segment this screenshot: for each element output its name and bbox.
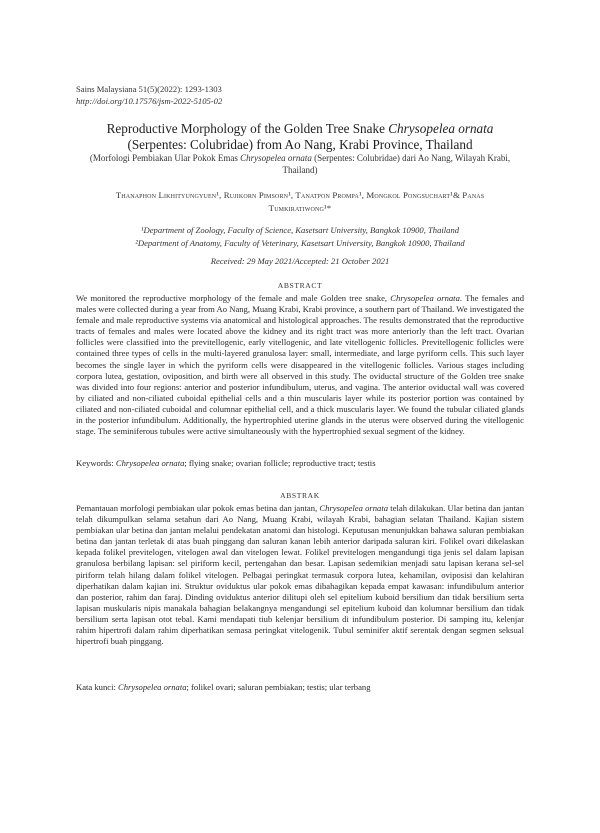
kata-kunci-list: ; folikel ovari; saluran pembiakan; testis; ular terbang	[186, 682, 371, 692]
abstract-text-2: . The females and males were collected during a year from Ao Nang, Muang Krabi, Krabi province, a southern part of Thailand. We investigated the female and male reproductive systems via anatomical and histological approaches. The results demonstrated that the reproductive tracts of females and males were located above the kidney and its right tract was more anteriorly than the left tract. Ovarian follicles were classified into the previtellogenic, early vitellogenic, and late vitellogenic follicles. Previtellogenic follicles were contained three types of cells in the multi-layered granulosa layer: small, intermediate, and large pyriform cells. This such layer becomes the single layer in which the pyriform cells were disappeared in the vitellogenic follicles. Various stages including corpora lutea, gestation, oviposition, and birth were all observed in this study. The oviductal structure of the Golden tree snake was divided into four regions: anterior and posterior infundibulum, uterus, and vagina. The anterior oviductal wall was covered by ciliated and non-ciliated cuboidal epithelial cells and a thin muscularis layer while its posterior portion was contained by ciliated and non-ciliated cuboidal and columnar epithelial cell, and a thick muscularis layer. We found the tubular ciliated glands in the posterior infundibulum. Additionally, the hypertrophied uterine glands in the uterus were observed during the vitellogenic stage. The seminiferous tubules were active simultaneously with the hypertrophied sexual segment of the kidney.	[76, 293, 524, 437]
keywords	[76, 458, 524, 469]
title-line1: Reproductive Morphology of the Golden Tree Snake	[106, 121, 389, 136]
malay-title	[80, 152, 520, 176]
kata-kunci-species: Chrysopelea ornata	[118, 682, 187, 692]
keywords-species: Chrysopelea ornata	[115, 458, 185, 468]
keywords-label: Keywords:	[76, 458, 116, 468]
author-line-1: Thanaphon Likhityungyuen¹, Rujikorn Pimsorn¹, Tanatpon Prompa¹, Mongkol Pongsuchart¹& Panas	[115, 190, 485, 200]
abstrak-text-1: Pemantauan morfologi pembiakan ular pokok emas betina dan jantan,	[76, 503, 320, 513]
abstrak-species: Chrysopelea ornata	[319, 503, 389, 513]
abstrak-heading: ABSTRAK	[280, 491, 320, 500]
affiliation-2: ²Department of Anatomy, Faculty of Veterinary, Kasetsart University, Bangkok 10900, Thailand	[135, 237, 465, 248]
affiliations	[80, 224, 520, 249]
malay-title-species: Chrysopelea ornata	[240, 153, 312, 163]
malay-title-prefix: (Morfologi Pembiakan Ular Pokok Emas	[89, 153, 241, 163]
title-line2: (Serpentes: Colubridae) from Ao Nang, Krabi Province, Thailand	[127, 136, 473, 152]
abstrak-text-2: telah dilakukan. Ular betina dan jantan telah dikumpulkan selama setahun dari Ao Nang, Muang Krabi, wilayah Krabi, bahagian selatan Thailand. Kajian sistem pembiakan ular betina dan jantan melalui pendekatan anatomi dan histologi. Keputusan menunjukkan bahawa saluran pembiakan betina dan jantan terletak di atas buah pinggang dan saluran kanan lebih anterior daripada saluran kiri. Folikel ovari dikelaskan kepada folikel previtelogen, vitelogen awal dan vitelogen lewat. Folikel previtelogen mengandungi tiga jenis sel dalam lapisan granulosa berbilang lapisan: sel piriform kecil, pertengahan dan besar. Lapisan sedemikian menjadi satu lapisan kerana sel-sel piriform telah hilang dalam folikel vitelogen. Pelbagai peringkat termasuk corpora lutea, kehamilan, oviposisi dan kelahiran diperhatikan dalam kajian ini. Struktur oviduktus ular pokok emas dibahagikan kepada empat kawasan: infundibulum anterior dan posterior, rahim dan faraj. Dinding oviduktus anterior dilitupi oleh sel epitelium kuboid bersilium dan tidak bersilium serta lapisan muskularis nipis manakala bahagian belakangnya mengandungi sel epitelium kuboid dan kolumnar bersilium dan tidak bersilium serta lapisan otot tebal. Kami mendapati tiub kelenjar bersilium di infundibulum posterior. Di samping itu, kelenjar rahim hipertrofi dalam rahim diperhatikan semasa peringkat vitelogenik. Tubul seminifer aktif serentak dengan segmen seksual hipertrofi buah pinggang.	[76, 503, 524, 647]
abstract-heading: ABSTRACT	[277, 281, 323, 290]
received-dates: Received: 29 May 2021/Accepted: 21 October 2021	[210, 256, 390, 266]
kata-kunci	[76, 682, 524, 693]
paper-title	[60, 121, 540, 152]
abstrak-body	[76, 503, 524, 647]
title-species: Chrysopelea ornata	[388, 121, 494, 136]
abstract-body	[76, 293, 524, 437]
doi-link[interactable]: http://doi.org/10.17576/jsm-2022-5105-02	[76, 95, 223, 106]
abstract-text-1: We monitored the reproductive morphology of the female and male Golden tree snake,	[76, 293, 391, 303]
kata-kunci-label: Kata kunci:	[76, 682, 118, 692]
author-line-2: Tumkiratiwong¹*	[268, 203, 332, 213]
author-list	[90, 189, 510, 215]
affiliation-1: ¹Department of Zoology, Faculty of Science, Kasetsart University, Bangkok 10900, Thailand	[140, 225, 460, 235]
keywords-list: ; flying snake; ovarian follicle; reproductive tract; testis	[184, 458, 376, 468]
journal-header	[76, 84, 222, 107]
abstract-species: Chrysopelea ornata	[390, 293, 460, 303]
malay-title-suffix: (Serpentes: Colubridae) dari Ao Nang, Wilayah Krabi, Thailand)	[282, 153, 511, 175]
journal-citation: Sains Malaysiana 51(5)(2022): 1293-1303	[76, 84, 222, 94]
